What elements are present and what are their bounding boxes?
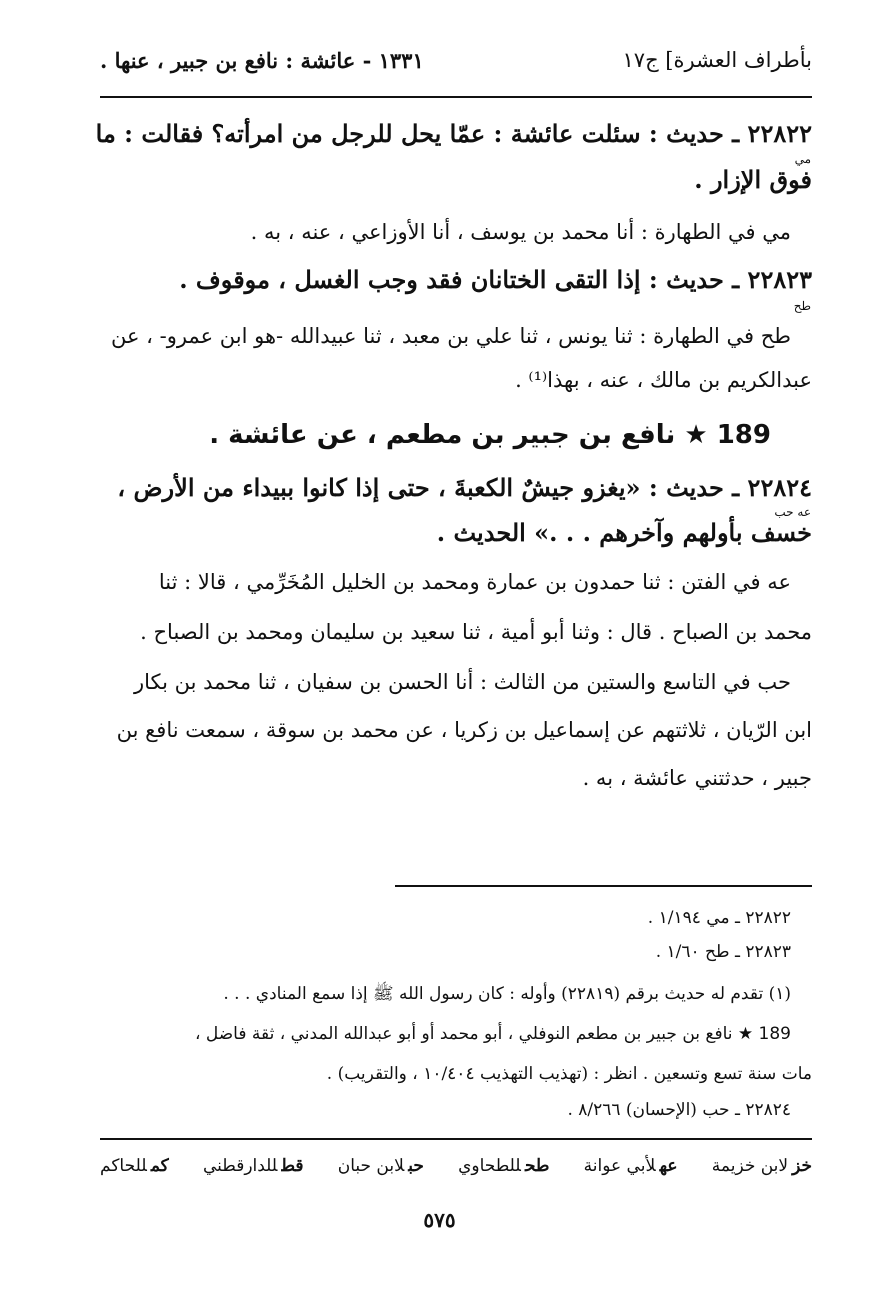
footnote-1: (١) تقدم له حديث برقم (٢٢٨١٩) وأوله : كان رسول الله ﷺ إذا سمع المنادي . . . [223, 984, 791, 1004]
footnote-22822: ٢٢٨٢٢ ـ مي ١/١٩٤ . [647, 908, 791, 928]
abbreviations-key [100, 1156, 812, 1176]
header-section-title: ١٣٣١ - عائشة : نافع بن جبير ، عنها . [100, 48, 424, 73]
page-number: ٥٧٥ [423, 1208, 456, 1232]
footnote-narrator-189-line1: 189 ★ نافع بن جبير بن مطعم النوفلي ، أبو محمد أو أبو عبدالله المدني ، ثقة فاضل ، [194, 1024, 791, 1044]
hadith-22823-siglum: طح [793, 299, 811, 313]
hadith-22823-source-line2: عبدالكريم بن مالك ، عنه ، بهذا⁽¹⁾ . [515, 368, 812, 392]
abbr-item: قطللدارقطني [202, 1156, 304, 1176]
hadith-22824-source2-line2: ابن الرّيان ، ثلاثتهم عن إسماعيل بن زكريا ، عن محمد بن سوقة ، سمعت نافع بن [116, 718, 812, 742]
narrator-189-heading: 189 ★ نافع بن جبير بن مطعم ، عن عائشة . [209, 420, 771, 450]
hadith-22822-source: مي في الطهارة : أنا محمد بن يوسف ، أنا الأوزاعي ، عنه ، به . [250, 220, 791, 244]
hadith-22824-source2-line3: جبير ، حدثتني عائشة ، به . [582, 766, 812, 790]
hadith-22824-siglum: عه حب [774, 505, 811, 519]
hadith-22824-line2: خسف بأولهم وآخرهم . . .» الحديث . [436, 518, 812, 547]
abbreviations-rule [100, 1138, 812, 1140]
hadith-22822-siglum: مي [794, 152, 811, 166]
hadith-22824-source2-line1: حب في التاسع والستين من الثالث : أنا الحسن بن سفيان ، ثنا محمد بن بكار [133, 670, 791, 694]
footnote-narrator-189-line2: مات سنة تسع وتسعين . انظر : (تهذيب التهذيب ١٠/٤٠٤ ، والتقريب) . [326, 1064, 812, 1084]
abbr-item: خزلابن خزيمة [711, 1156, 812, 1176]
hadith-22824-source1-line1: عه في الفتن : ثنا حمدون بن عمارة ومحمد بن الخليل المُخَرِّمي ، قالا : ثنا [158, 570, 791, 594]
hadith-22823-source-line1: طح في الطهارة : ثنا يونس ، ثنا علي بن معبد ، ثنا عبيدالله -هو ابن عمرو- ، عن [110, 324, 791, 348]
hadith-22824-source1-line2: محمد بن الصباح . قال : وثنا أبو أمية ، ثنا سعيد بن سليمان ومحمد بن الصباح . [140, 620, 812, 644]
hadith-22822-line2: فوق الإزار . [694, 165, 812, 194]
abbr-item: كمللحاكم [100, 1156, 169, 1176]
footnote-22824: ٢٢٨٢٤ ـ حب (الإحسان) ٨/٢٦٦ . [567, 1100, 791, 1120]
running-header [100, 44, 812, 84]
hadith-22822-line1: ٢٢٨٢٢ ـ حديث : سئلت عائشة : عمّا يحل للرجل من امرأته؟ فقالت : ما [95, 119, 812, 148]
abbr-item: طحللطحاوي [458, 1156, 550, 1176]
header-rule [100, 96, 812, 98]
hadith-22824-line1: ٢٢٨٢٤ ـ حديث : «يغزو جيشٌ الكعبةَ ، حتى إذا كانوا ببيداء من الأرض ، [117, 473, 812, 502]
footnote-22823: ٢٢٨٢٣ ـ طح ١/٦٠ . [655, 942, 791, 962]
footnote-rule [395, 885, 812, 887]
hadith-22823-line1: ٢٢٨٢٣ ـ حديث : إذا التقى الختانان فقد وجب الغسل ، موقوف . [179, 265, 812, 294]
abbr-item: عهلأبي عوانة [583, 1156, 678, 1176]
abbr-item: حبلابن حبان [337, 1156, 424, 1176]
header-book-title: بأطراف العشرة] ج١٧ [622, 48, 812, 72]
